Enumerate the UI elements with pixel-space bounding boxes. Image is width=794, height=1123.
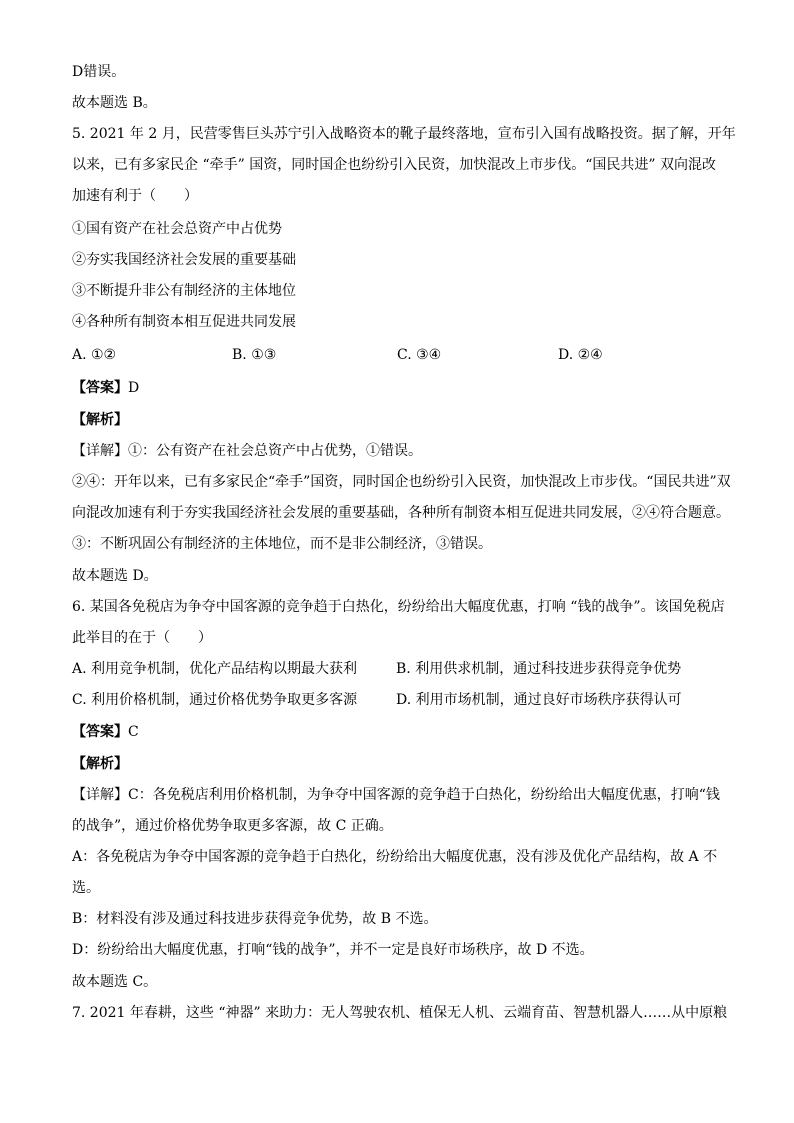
q6-stem-line-1: 6. 某国各免税店为争夺中国客源的竞争趋于白热化，纷纷给出大幅度优惠，打响 “钱的战争”。该国免税店 (72, 599, 725, 615)
q6-detail-line-6: D：纷纷给出大幅度优惠，打响“钱的战争”，并不一定是良好市场秩序，故 D 不选。 (72, 942, 594, 958)
q6-detail-line-2: 的战争”，通过价格优势争取更多客源，故 C 正确。 (72, 818, 393, 834)
q6-detail-line-3: A：各免税店为争夺中国客源的竞争趋于白热化，纷纷给出大幅度优惠，没有涉及优化产品结构，故 A 不 (72, 849, 718, 865)
q6-conclusion: 故本题选 C。 (72, 974, 158, 990)
q5-stem-line-3: 加速有利于（ ） (72, 188, 198, 204)
q5-item-4: ④各种所有制资本相互促进共同发展 (72, 314, 296, 330)
q4-d-wrong: D错误。 (72, 64, 126, 80)
q5-stem-line-2: 以来，已有多家民企 “牵手” 国资，同时国企也纷纷引入民资，加快混改上市步伐。“国民共进” 双向混改 (72, 157, 716, 173)
q5-answer (72, 378, 139, 398)
q5-item-3: ③不断提升非公有制经济的主体地位 (72, 283, 296, 299)
q6-option-c: C. 利用价格机制，通过价格优势争取更多客源 (72, 692, 358, 708)
q6-detail-line-5: B：材料没有涉及通过科技进步获得竞争优势，故 B 不选。 (72, 911, 438, 927)
q5-option-b: B. ①③ (232, 347, 277, 363)
q5-detail-line-2: ②④：开年以来，已有多家民企“牵手”国资，同时国企也纷纷引入民资，加快混改上市步伐。“国民共进”双 (72, 474, 731, 490)
q5-item-2: ②夯实我国经济社会发展的重要基础 (72, 252, 296, 268)
q6-option-d: D. 利用市场机制，通过良好市场秩序获得认可 (396, 692, 682, 708)
q6-options-row-2 (72, 690, 724, 710)
q6-answer (72, 722, 139, 742)
q6-option-b: B. 利用供求机制，通过科技进步获得竞争优势 (396, 661, 682, 677)
q5-answer-label: 【答案】 (72, 380, 128, 396)
q5-item-1: ①国有资产在社会总资产中占优势 (72, 221, 282, 237)
q5-options (72, 345, 724, 365)
q6-analysis-label: 【解析】 (72, 756, 128, 772)
q6-options-row-1 (72, 659, 724, 679)
q5-option-c: C. ③④ (397, 347, 442, 363)
q5-detail-line-4: ③：不断巩固公有制经济的主体地位，而不是非公制经济，③错误。 (72, 536, 492, 552)
q4-conclusion: 故本题选 B。 (72, 95, 157, 111)
q5-stem-line-1: 5. 2021 年 2 月，民营零售巨头苏宁引入战略资本的靴子最终落地，宣布引入国有战略投资。据了解，开年 (72, 126, 736, 142)
q6-stem-line-2: 此举目的在于（ ） (72, 630, 212, 646)
q5-detail-line-1: 【详解】①：公有资产在社会总资产中占优势，①错误。 (72, 443, 422, 459)
q5-analysis-label: 【解析】 (72, 412, 128, 428)
q7-stem-line-1: 7. 2021 年春耕，这些 “神器” 来助力：无人驾驶农机、植保无人机、云端育苗、智慧机器人……从中原粮 (72, 1005, 728, 1021)
q5-detail-line-3: 向混改加速有利于夯实我国经济社会发展的重要基础，各种所有制资本相互促进共同发展，②④符合题意。 (72, 505, 730, 521)
q6-detail-line-4: 选。 (72, 880, 100, 896)
q6-answer-label: 【答案】 (72, 724, 128, 740)
q5-option-d: D. ②④ (558, 347, 603, 363)
q6-option-a: A. 利用竞争机制，优化产品结构以期最大获利 (72, 661, 358, 677)
q5-answer-value: D (128, 380, 140, 396)
q6-answer-value: C (128, 724, 139, 740)
q6-detail-line-1: 【详解】C：各免税店利用价格机制，为争夺中国客源的竞争趋于白热化，纷纷给出大幅度优惠，打响“钱 (72, 787, 720, 803)
q5-option-a: A. ①② (72, 347, 117, 363)
q5-conclusion: 故本题选 D。 (72, 568, 158, 584)
